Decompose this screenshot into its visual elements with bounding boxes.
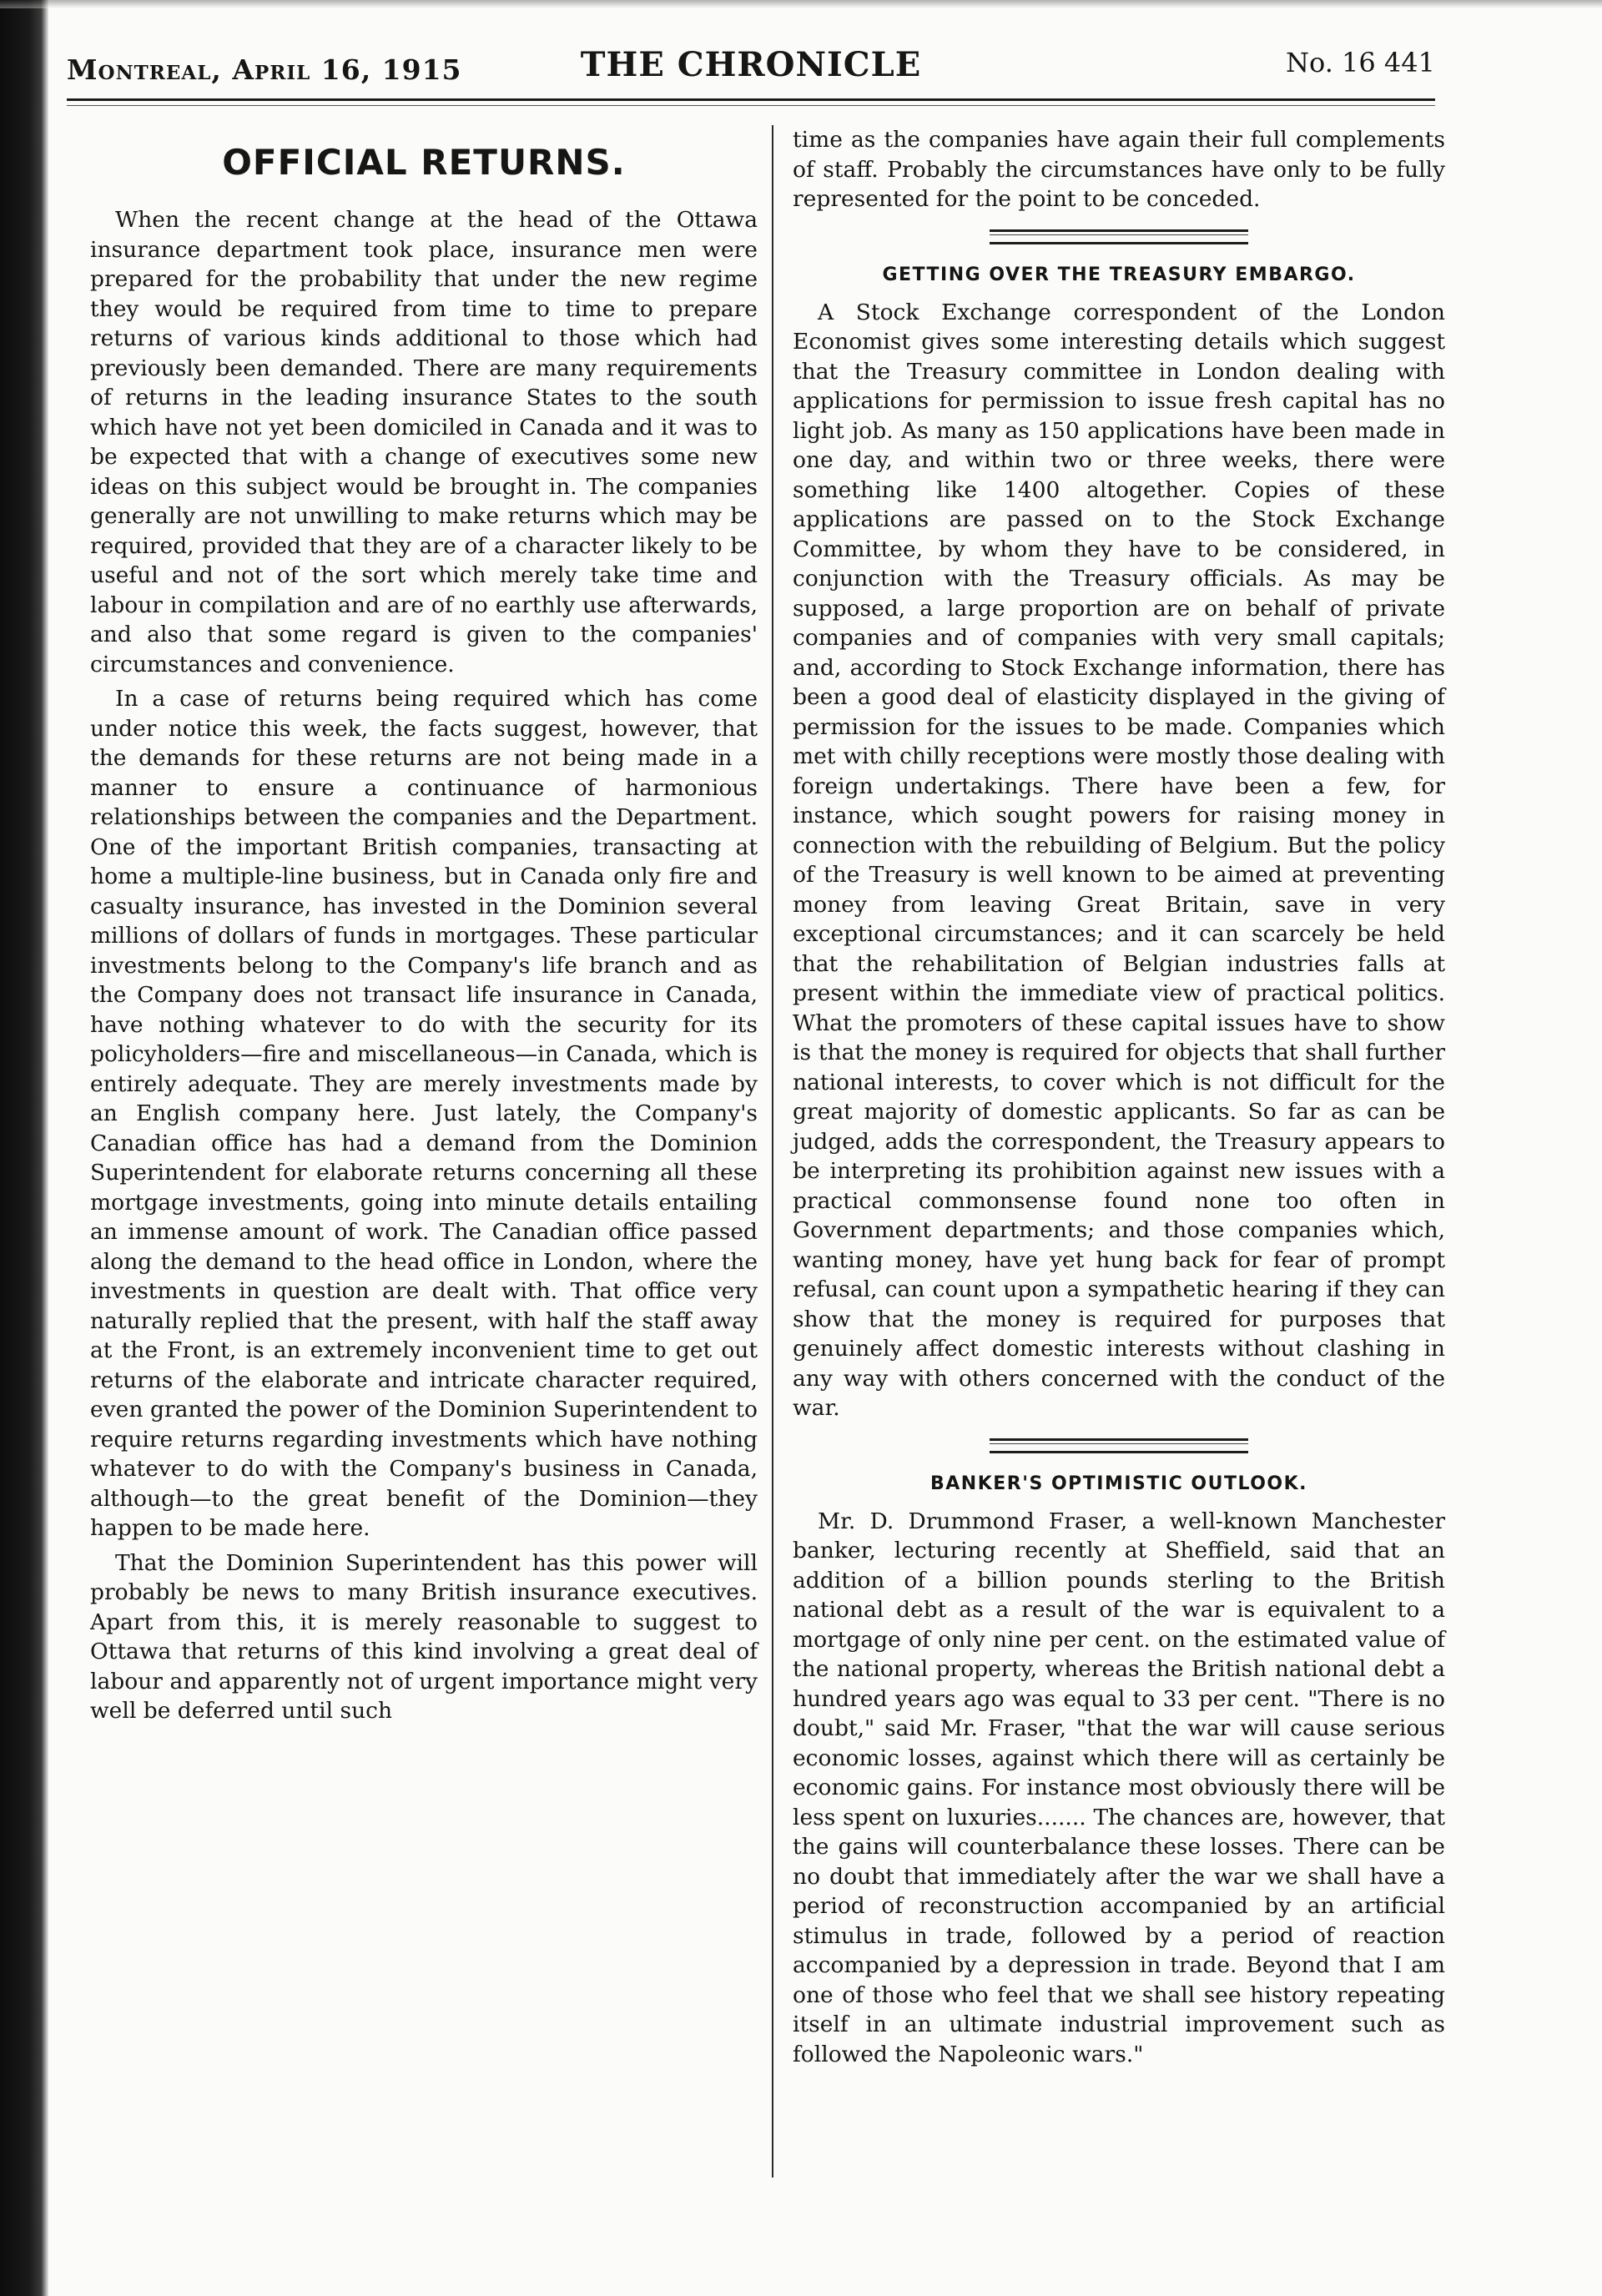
article-paragraph: A Stock Exchange correspondent of the London Economist gives some interesting details which suggest that the Treasury committee in London dealing with applications for permission to issue fresh capital has no light job. As many as 150 applications have been made in one day, and within two or three weeks, there were something like 1400 altogether. Copies of these applications are passed on to the Stock Exchange Committee, by whom they have to be considered, in conjunction with the Treasury officials. As may be supposed, a large proportion are on behalf of private companies and of companies with very small capitals; and, according to Stock Exchange information, there has been a good deal of elasticity displayed in the giving of permission for the issues to be made. Companies which met with chilly receptions were mostly those dealing with foreign undertakings. There have been a few, for instance, which sought powers for raising money in connection with the rebuilding of Belgium. But the policy of the Treasury is well known to be aimed at preventing money from leaving Great Britain, save in very exceptional circumstances; and it can scarcely be held that the rehabilitation of Belgian industries falls at present within the immediate view of practical politics. What the promoters of these capital issues have to show is that the money is required for objects that shall further national interests, to cover which is not difficult for the great majority of domestic applicants. So far as can be judged, adds the correspondent, the Treasury appears to be interpreting its prohibition against new issues with a practical commonsense found none too often in Government departments; and those companies which, wanting money, have yet hung back for fear of prompt refusal, can count upon a sympathetic hearing if they can show that the money is required for purposes that genuinely affect domestic interests without clashing in any way with others concerned with the conduct of the war.: [793, 299, 1445, 1421]
dateline: Montreal, April 16, 1915: [67, 53, 462, 86]
section-heading-treasury: GETTING OVER THE TREASURY EMBARGO.: [882, 264, 1356, 285]
article-paragraph: In a case of returns being required which has come under notice this week, the facts suggest, however, that the demands for these returns are not being made in a manner to ensure a continuance of harmonious relationships between the companies and the Department. One of the important British companies, transacting at home a multiple-line business, but in Canada only fire and casualty insurance, has invested in the Dominion several millions of dollars of funds in mortgages. These particular investments belong to the Company's life branch and as the Company does not transact life insurance in Canada, have nothing whatever to do with the security for its policyholders—fire and miscellaneous—in Canada, which is entirely adequate. They are merely investments made by an English company here. Just lately, the Company's Canadian office has had a demand from the Dominion Superintendent for elaborate returns concerning all these mortgage investments, going into minute details entailing an immense amount of work. The Canadian office passed along the demand to the head office in London, where the investments in question are dealt with. That office very naturally replied that the present, with half the staff away at the Front, is an extremely inconvenient time to get out returns of the elaborate and intricate character required, even granted the power of the Dominion Superintendent to require returns regarding investments which have nothing whatever to do with the Company's business in Canada, although—to the great benefit of the Dominion—they happen to be made here.: [90, 686, 758, 1541]
issue-page-number: No. 16 441: [1285, 47, 1435, 78]
header-rule: [67, 98, 1435, 101]
scanner-edge: [0, 0, 48, 2296]
right-column: [793, 125, 1445, 2074]
running-head: [67, 43, 1435, 93]
section-divider: [990, 229, 1248, 244]
column-rule: [772, 125, 773, 2178]
left-column: [90, 125, 758, 1731]
article-paragraph: That the Dominion Superintendent has this power will probably be news to many British insurance executives. Apart from this, it is merely reasonable to suggest to Ottawa that returns of this kind involving a great deal of labour and apparently not of urgent importance might very well be deferred until such: [90, 1549, 758, 1724]
article-paragraph: When the recent change at the head of the Ottawa insurance department took place, insurance men were prepared for the probability that under the new regime they would be required from time to time to prepare returns of various kinds additional to those which had previously been demanded. There are many requirements of returns in the leading insurance States to the south which have not yet been domiciled in Canada and it was to be expected that with a change of executives some new ideas on this subject would be brought in. The companies generally are not unwilling to make returns which may be required, provided that they are of a character likely to be useful and not of the sort which merely take time and labour in compilation and are of no earthly use afterwards, and also that some regard is given to the companies' circumstances and convenience.: [90, 207, 758, 677]
article-paragraph: Mr. D. Drummond Fraser, a well-known Manchester banker, lecturing recently at Sheffield, said that an addition of a billion pounds sterling to the British national debt as a result of the war is equivalent to a mortgage of only nine per cent. on the estimated value of the national property, whereas the British national debt a hundred years ago was equal to 33 per cent. "There is no doubt," said Mr. Fraser, "that the war will cause serious economic losses, against which there will as certainly be economic gains. For instance most obviously there will be less spent on luxuries....... The chances are, however, that the gains will counterbalance these losses. There can be no doubt that immediately after the war we shall have a period of reconstruction accompanied by an artificial stimulus in trade, followed by a period of reaction accompanied by a depression in trade. Beyond that I am one of those who feel that we shall see history repeating itself in an ultimate industrial improvement such as followed the Napoleonic wars.": [793, 1508, 1445, 2067]
continued-paragraph: time as the companies have again their full complements of staff. Probably the circumstances have only to be fully represented for the point to be conceded.: [793, 127, 1445, 212]
publication-title: THE CHRONICLE: [580, 45, 922, 84]
section-heading-banker: BANKER'S OPTIMISTIC OUTLOOK.: [929, 1473, 1308, 1494]
page-top-edge: [0, 0, 1602, 8]
article-headline: OFFICIAL RETURNS.: [222, 142, 626, 183]
section-divider: [990, 1438, 1248, 1453]
header-rule-thin: [67, 105, 1435, 106]
